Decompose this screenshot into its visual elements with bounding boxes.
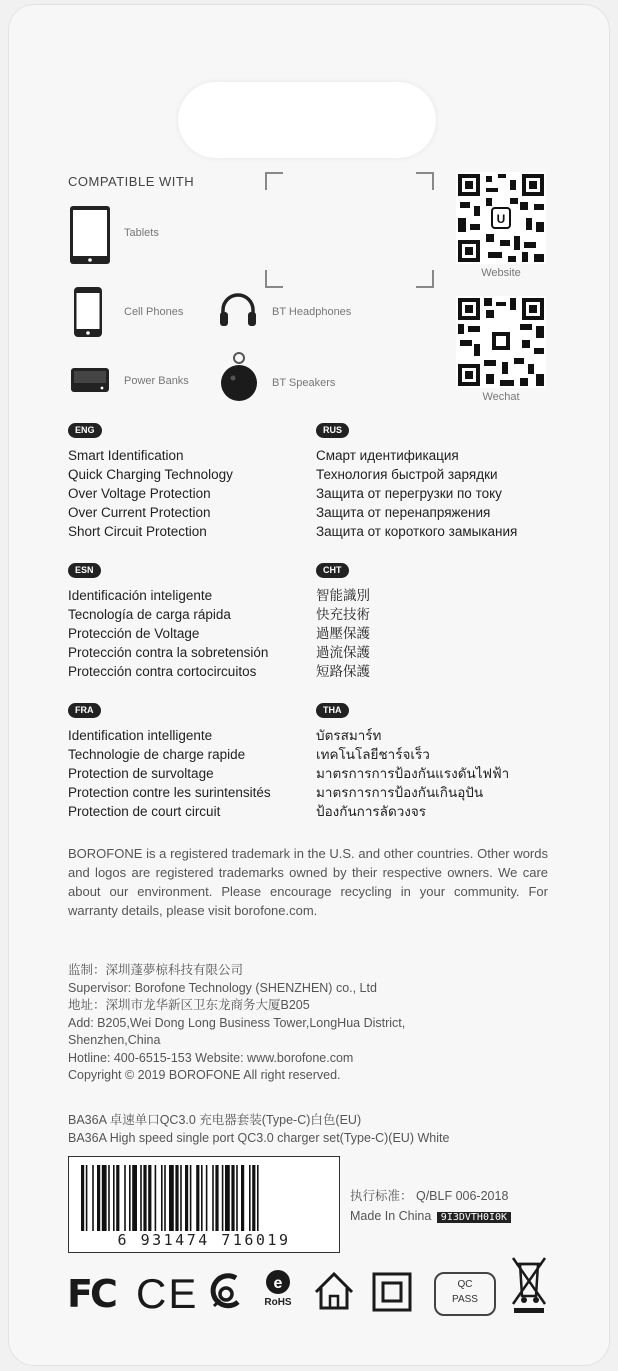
rohs-label: RoHS [264,1297,292,1308]
feature-line: Tecnología de carga rápida [68,607,231,622]
qc-pass-badge [434,1272,496,1316]
standard-info [350,1188,511,1226]
feature-line: Smart Identification [68,448,184,463]
barcode-bar [116,1165,119,1231]
company-line: 监制：深圳蓬夢椋科技有限公司 [68,963,244,977]
compatible-title: COMPATIBLE WITH [68,174,195,189]
device-label-phones: Cell Phones [124,306,184,318]
barcode-bar [185,1165,188,1231]
barcode-bars [79,1165,329,1231]
feature-line: Protection de survoltage [68,766,214,781]
feature-line: Protection contre les surintensités [68,785,271,800]
barcode-bar [169,1165,174,1231]
features-eng [68,446,233,541]
feature-line: Quick Charging Technology [68,467,233,482]
barcode-bar [92,1165,94,1231]
device-label-power-banks: Power Banks [124,375,189,387]
product-name-block [68,1112,449,1147]
qc-label: QC [457,1279,473,1290]
feature-line: 過壓保護 [316,626,370,641]
feature-line: เทคโนโลยีชาร์จเร็ว [316,747,430,762]
power-bank-icon [70,366,110,394]
barcode-bar [241,1165,244,1231]
svg-text:U: U [496,212,506,226]
company-line: Supervisor: Borofone Technology (SHENZHEN) co., Ltd [68,980,377,995]
tablet-icon [69,205,111,265]
feature-line: Protection de court circuit [68,804,221,819]
feature-line: Protección contra la sobretensión [68,645,269,660]
feature-line: Technologie de charge rapide [68,747,246,762]
standard-label: 执行标准： Q/BLF 006-2018 [350,1189,509,1203]
feature-line: 智能識別 [316,588,370,603]
feature-line: Технология быстрой зарядки [316,467,498,482]
features-tha [316,726,509,821]
feature-line: Short Circuit Protection [68,524,207,539]
product-name-en: BA36A High speed single port QC3.0 charger set(Type-C)(EU) White [68,1130,450,1145]
barcode-bar [212,1165,214,1231]
product-code: 9I3DVTH0I0K [437,1212,511,1223]
barcode-bar [129,1165,131,1231]
website-qr-code [456,172,546,264]
barcode-bar [175,1165,178,1231]
speaker-icon [216,350,262,402]
barcode-bar [225,1165,230,1231]
feature-line: Защита от перегрузки по току [316,486,502,501]
window-corner [416,172,434,190]
ce-icon: CE [136,1270,199,1317]
barcode-bar [190,1165,192,1231]
svg-text:e: e [273,1275,283,1292]
barcode-bar [252,1165,255,1231]
barcode-bar [201,1165,203,1231]
barcode-bar [97,1165,100,1231]
device-label-speakers: BT Speakers [272,377,336,389]
lang-badge-tha: THA [316,703,349,718]
barcode-number: 6 931474 716019 [117,1231,291,1249]
feature-line: Identification intelligente [68,728,213,743]
fcc-icon: FC [67,1272,115,1316]
barcode-bar [231,1165,234,1231]
headphones-icon [218,292,258,328]
feature-line: 快充技術 [316,607,370,622]
lang-badge-esn: ESN [68,563,101,578]
hang-hole [178,82,436,158]
features-cht [316,586,370,681]
barcode-bar [86,1165,88,1231]
window-corner [265,270,283,288]
company-line: Hotline: 400-6515-153 Website: www.borofone.com [68,1050,354,1065]
barcode-bar [164,1165,166,1231]
barcode-bar [113,1165,115,1231]
company-line: Shenzhen,China [68,1033,161,1047]
company-line: Copyright © 2019 BOROFONE All right reserved. [68,1068,341,1082]
device-label-tablets: Tablets [124,227,159,239]
barcode-bar [206,1165,208,1231]
feature-line: Protección de Voltage [68,626,200,641]
features-esn [68,586,268,681]
wechat-qr-code [456,296,546,388]
trademark-paragraph: BOROFONE is a registered trademark in the U.S. and other countries. Other words and logos are registered trademarks owned by their respective owners. We care about our environment. Please encourage recycling in your community. For warranty details, please visit borofone.com. [68,846,548,918]
product-name-cn: BA36A 卓速单口QC3.0 充电器套装(Type-C)白色(EU) [68,1113,362,1127]
barcode-bar [236,1165,238,1231]
barcode-bar [180,1165,182,1231]
barcode-bar [196,1165,199,1231]
barcode-bar [249,1165,251,1231]
barcode-bar [81,1165,84,1231]
rohs-icon [258,1268,298,1308]
made-in-label: Made In China [350,1208,432,1223]
website-caption: Website [481,267,521,279]
barcode-bar [140,1165,142,1231]
feature-line: Identificación inteligente [68,588,213,603]
barcode-bar [124,1165,126,1231]
feature-line: Over Current Protection [68,505,211,520]
barcode [68,1156,340,1253]
feature-line: Защита от перенапряжения [316,505,491,520]
lang-badge-fra: FRA [68,703,101,718]
barcode-bar [148,1165,151,1231]
lang-badge-eng: ENG [68,423,102,438]
gost-icon [208,1272,244,1312]
pass-label: PASS [452,1294,478,1305]
feature-line: มาตรการการป้องกันแรงดันไฟฟ้า [316,766,510,781]
wechat-caption: Wechat [482,391,520,403]
feature-line: Protección contra cortocircuitos [68,664,257,679]
window-corner [416,270,434,288]
barcode-bar [143,1165,146,1231]
feature-line: 短路保護 [316,664,370,679]
device-label-headphones: BT Headphones [272,306,352,318]
barcode-bar [215,1165,218,1231]
company-line: 地址：深圳市龙华新区卫东龙商务大厦B205 [68,998,310,1012]
double-insulation-icon [372,1272,412,1312]
barcode-bar [102,1165,107,1231]
feature-line: ป้องกันการลัดวงจร [316,804,427,819]
company-line: Add: B205,Wei Dong Long Business Tower,LongHua District, [68,1015,406,1030]
weee-bin-icon [510,1256,548,1314]
indoor-use-icon [312,1270,356,1312]
barcode-bar [222,1165,224,1231]
feature-line: 過流保護 [316,645,370,660]
phone-icon [73,286,103,338]
barcode-bar [257,1165,259,1231]
feature-line: มาตรการการป้องกันเกินอุปัน [316,785,484,800]
feature-line: Over Voltage Protection [68,486,211,501]
barcode-bar [108,1165,110,1231]
feature-line: Защита от короткого замыкания [316,524,518,539]
window-corner [265,172,283,190]
barcode-bar [132,1165,137,1231]
feature-line: บัตรสมาร์ท [316,728,382,743]
barcode-bar [161,1165,163,1231]
barcode-bar [155,1165,157,1231]
lang-badge-cht: CHT [316,563,349,578]
company-info [68,962,405,1085]
lang-badge-rus: RUS [316,423,349,438]
features-rus [316,446,517,541]
feature-line: Смарт идентификация [316,448,459,463]
features-fra [68,726,271,821]
